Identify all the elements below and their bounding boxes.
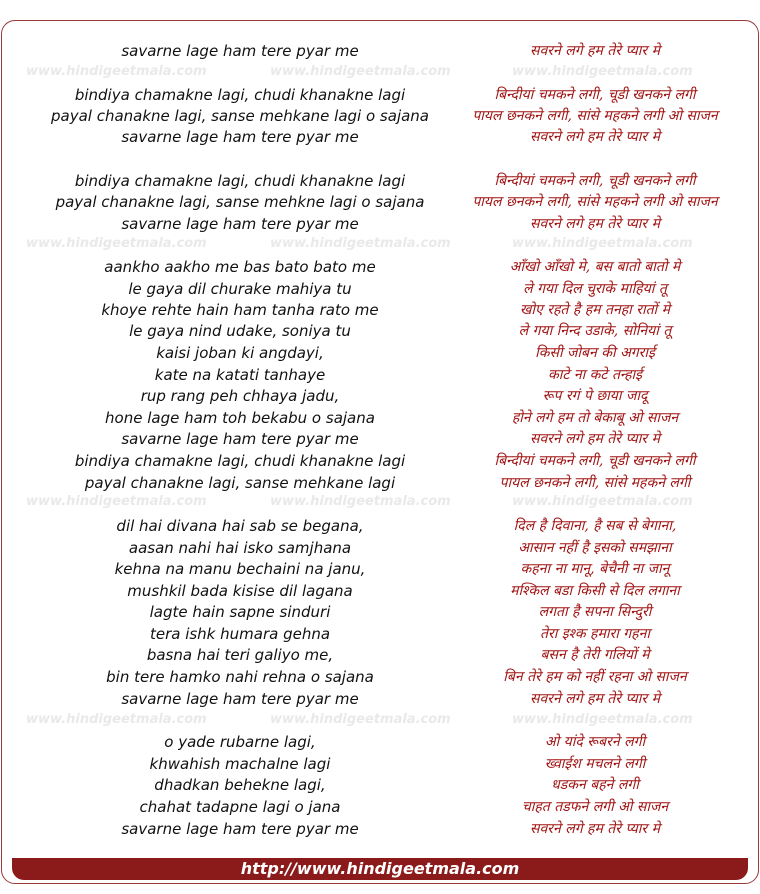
hindi-lyric-line: बसन है तेरी गलियों मे — [540, 647, 650, 663]
roman-lyric-line: payal chanakne lagi, sanse mehkane lagi — [84, 474, 396, 492]
hindi-lyric-line: सवरने लगे हम तेरे प्यार मे — [530, 821, 660, 837]
hindi-lyric-line: कहना ना मानू, बेचैनी ना जानू — [520, 561, 670, 577]
roman-lyric-line: savarne lage ham tere pyar me — [121, 42, 359, 60]
hindi-lyric-line: ले गया दिल चुराके माहियां तू — [523, 281, 667, 297]
footer-url[interactable]: http://www.hindigeetmala.com — [240, 859, 520, 878]
hindi-lyric-line: दिल है दिवाना, है सब से बेगाना, — [513, 518, 677, 534]
watermark-text: www.hindigeetmala.com — [512, 712, 693, 727]
hindi-lyric-line: सवरने लगे हम तेरे प्यार मे — [530, 691, 660, 707]
hindi-lyric-line: सवरने लगे हम तेरे प्यार मे — [530, 216, 660, 232]
roman-lyric-line: bin tere hamko nahi rehna o sajana — [106, 668, 374, 686]
roman-lyric-line: le gaya dil churake mahiya tu — [128, 280, 352, 298]
watermark-text: www.hindigeetmala.com — [26, 64, 207, 79]
hindi-lyric-line: पायल छनकने लगी, सांसे महकने लगी ओ साजन — [472, 108, 718, 124]
hindi-lyric-line: चाहत तडफने लगी ओ साजन — [521, 799, 669, 815]
roman-lyric-line: kehna na manu bechaini na janu, — [114, 560, 366, 578]
hindi-lyric-line: ख्वाईश मचलने लगी — [544, 756, 646, 772]
watermark-text: www.hindigeetmala.com — [270, 64, 451, 79]
watermark-text: www.hindigeetmala.com — [270, 494, 451, 509]
hindi-lyric-line: रूप रगं पे छाया जादू — [542, 388, 648, 404]
footer-url-bar[interactable] — [12, 858, 748, 880]
hindi-lyric-line: किसी जोबन की अगराई — [535, 345, 655, 361]
hindi-lyric-line: आसान नहीं है इसको समझाना — [518, 540, 672, 556]
roman-lyric-line: payal chanakne lagi, sanse mehkne lagi o sajana — [55, 193, 425, 211]
roman-lyric-line: kaisi joban ki angdayi, — [156, 344, 324, 362]
hindi-lyric-line: पायल छनकने लगी, सांसे महकने लगी — [499, 475, 691, 491]
watermark-text: www.hindigeetmala.com — [270, 712, 451, 727]
hindi-lyric-line: तेरा इश्क हमारा गहना — [540, 626, 650, 642]
roman-lyric-line: aasan nahi hai isko samjhana — [128, 539, 352, 557]
roman-lyric-line: savarne lage ham tere pyar me — [121, 215, 359, 233]
hindi-lyric-line: बिन तेरे हम को नहीं रहना ओ साजन — [503, 669, 687, 685]
roman-lyric-line: lagte hain sapne sinduri — [149, 603, 331, 621]
roman-lyric-line: khwahish machalne lagi — [149, 755, 331, 773]
roman-lyric-line: payal chanakne lagi, sanse mehkane lagi o sajana — [50, 107, 430, 125]
watermark-row — [0, 494, 760, 512]
watermark-text: www.hindigeetmala.com — [26, 236, 207, 251]
hindi-lyric-line: बिन्दीयां चमकने लगी, चूडी खनकने लगी — [494, 87, 696, 103]
hindi-lyric-line: सवरने लगे हम तेरे प्यार मे — [530, 431, 660, 447]
hindi-lyric-line: पायल छनकने लगी, सांसे महकने लगी ओ साजन — [472, 194, 718, 210]
watermark-row — [0, 236, 760, 254]
roman-lyric-line: savarne lage ham tere pyar me — [121, 430, 359, 448]
roman-lyric-line: hone lage ham toh bekabu o sajana — [105, 409, 375, 427]
hindi-lyric-line: खोए रहते है हम तनहा रातों मे — [519, 302, 671, 318]
roman-lyric-line: savarne lage ham tere pyar me — [121, 128, 359, 146]
roman-lyric-line: savarne lage ham tere pyar me — [121, 820, 359, 838]
hindi-lyric-line: ले गया निन्द उडाके, सोनियां तू — [518, 323, 672, 339]
roman-lyric-line: dhadkan behekne lagi, — [154, 776, 326, 794]
roman-lyric-line: rup rang peh chhaya jadu, — [140, 387, 340, 405]
watermark-text: www.hindigeetmala.com — [512, 236, 693, 251]
watermark-text: www.hindigeetmala.com — [512, 494, 693, 509]
roman-lyric-line: bindiya chamakne lagi, chudi khanakne lagi — [74, 452, 406, 470]
roman-lyric-line: khoye rehte hain ham tanha rato me — [101, 301, 379, 319]
roman-lyric-line: mushkil bada kisise dil lagana — [127, 582, 353, 600]
hindi-lyric-line: काटे ना कटे तन्हाई — [547, 367, 643, 383]
watermark-text: www.hindigeetmala.com — [512, 64, 693, 79]
hindi-lyric-line: सवरने लगे हम तेरे प्यार मे — [530, 43, 660, 59]
roman-lyric-line: chahat tadapne lagi o jana — [139, 798, 341, 816]
hindi-lyric-line: बिन्दीयां चमकने लगी, चूडी खनकने लगी — [494, 453, 696, 469]
roman-lyric-line: le gaya nind udake, soniya tu — [129, 322, 351, 340]
watermark-text: www.hindigeetmala.com — [270, 236, 451, 251]
hindi-lyric-line: आँखो आँखो मे, बस बातो बातो मे — [509, 259, 681, 275]
roman-lyric-line: bindiya chamakne lagi, chudi khanakne lagi — [74, 172, 406, 190]
watermark-text: www.hindigeetmala.com — [26, 494, 207, 509]
hindi-lyric-line: सवरने लगे हम तेरे प्यार मे — [530, 129, 660, 145]
roman-lyric-line: savarne lage ham tere pyar me — [121, 690, 359, 708]
hindi-lyric-line: बिन्दीयां चमकने लगी, चूडी खनकने लगी — [494, 173, 696, 189]
roman-lyric-line: kate na katati tanhaye — [154, 366, 326, 384]
roman-lyric-line: o yade rubarne lagi, — [164, 733, 316, 751]
hindi-lyric-line: ओ यांदे रूबरने लगी — [544, 734, 646, 750]
roman-lyric-line: basna hai teri galiyo me, — [146, 646, 334, 664]
roman-lyric-line: tera ishk humara gehna — [149, 625, 331, 643]
watermark-row — [0, 64, 760, 82]
watermark-row — [0, 712, 760, 730]
watermark-text: www.hindigeetmala.com — [26, 712, 207, 727]
hindi-lyric-line: मश्किल बडा किसी से दिल लगाना — [510, 583, 680, 599]
roman-lyric-line: bindiya chamakne lagi, chudi khanakne lagi — [74, 86, 406, 104]
roman-lyric-line: dil hai divana hai sab se begana, — [116, 517, 364, 535]
hindi-lyric-line: धडकन बहने लगी — [551, 777, 639, 793]
hindi-lyric-line: होने लगे हम तो बेकाबू ओ साजन — [511, 410, 679, 426]
hindi-lyric-line: लगता है सपना सिन्दुरी — [538, 604, 652, 620]
roman-lyric-line: aankho aakho me bas bato bato me — [104, 258, 376, 276]
